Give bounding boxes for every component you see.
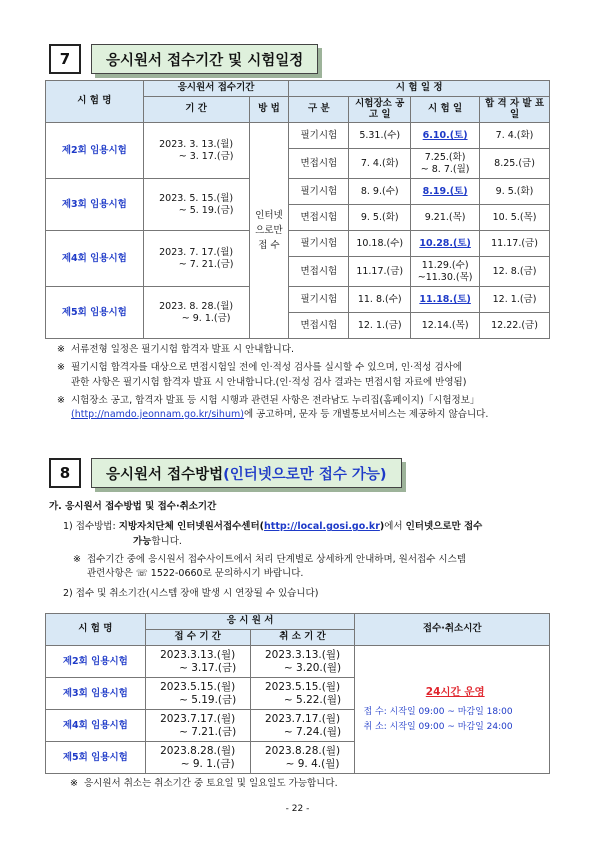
method-note-cont: 관련사항은 ☏ 1522-0660로 문의하시기 바랍니다. [87, 568, 304, 579]
place-notice: 5.31.(수) [349, 123, 411, 149]
section-7-header [49, 44, 318, 74]
pass-date: 8.25.(금) [480, 149, 550, 179]
note-3-cont: (http://namdo.jeonnam.go.kr/sihum)에 공고하며, 문자 등 개별통보서비스는 제공하지 않습니다. [71, 409, 489, 420]
header-cancel-period: 취 소 기 간 [250, 630, 355, 646]
pass-date: 7. 4.(화) [480, 123, 550, 149]
cancel-hours: 취 소: 시작일 09:00 ~ 마감일 24:00 [363, 722, 513, 733]
header-exam-name: 시 험 명 [46, 614, 146, 646]
place-notice: 11.17.(금) [349, 257, 411, 287]
note-2-cont: 관한 사항은 필기시험 합격자 발표 시 안내합니다.(인·적성 검사 결과는 면접시험 자료에 반영됨) [71, 376, 467, 388]
accept-period: 2023.7.17.(월) ~ 7.21.(금) [145, 710, 250, 742]
pass-date: 12. 8.(금) [480, 257, 550, 287]
accept-period: 2023.8.28.(월) ~ 9. 1.(금) [145, 742, 250, 774]
pass-date: 10. 5.(목) [480, 205, 550, 231]
cancel-period: 2023.3.13.(월) ~ 3.20.(월) [250, 646, 355, 678]
header-application: 응 시 원 서 [145, 614, 355, 630]
accept-hours: 접 수: 시작일 09:00 ~ 마감일 18:00 [363, 706, 513, 717]
method-line-1: 1) 접수방법: 지방자치단체 인터넷원서접수센터(http://local.gosi.go.kr)에서 인터넷으로만 접수 [63, 521, 483, 533]
section-number: 7 [49, 44, 81, 74]
pass-date: 12. 1.(금) [480, 287, 550, 313]
method-note: ※ 접수기간 중에 응시원서 접수사이트에서 처리 단계별로 상세하게 안내하며, 원서접수 시스템 [73, 553, 466, 565]
apply-period: 2023. 3. 13.(월) ~ 3. 17.(금) [143, 123, 249, 179]
schedule-table [45, 80, 550, 339]
place-notice: 10.18.(수) [349, 231, 411, 257]
final-note: ※ 응시원서 취소는 취소기간 중 토요일 및 일요일도 가능합니다. [70, 778, 338, 789]
page-number: - 22 - [285, 804, 310, 814]
exam-date: 11.29.(수) ~11.30.(목) [411, 257, 480, 287]
pass-date: 11.17.(금) [480, 231, 550, 257]
application-table [45, 613, 550, 774]
exam-name: 제5회 임용시험 [46, 742, 146, 774]
table-row [46, 231, 550, 257]
section-title: 응시원서 접수기간 및 시험일정 [91, 44, 318, 74]
cancel-period: 2023.7.17.(월) ~ 7.24.(월) [250, 710, 355, 742]
note-1: ※ 서류전형 일정은 필기시험 합격자 발표 시 안내합니다. [57, 344, 295, 355]
header-exam-name: 시 험 명 [46, 81, 144, 123]
place-notice: 7. 4.(화) [349, 149, 411, 179]
subsection-8 [49, 500, 554, 602]
section-title: 응시원서 접수방법 (인터넷으로만 접수 가능) [91, 458, 402, 488]
note-3: ※ 시험장소 공고, 합격자 발표 등 시험 시행과 관련된 사항은 전라남도 누리집(홈페이지)「시험정보」 [57, 394, 480, 406]
table-row [46, 646, 550, 678]
exam-date: 9.21.(목) [411, 205, 480, 231]
section-number: 8 [49, 458, 81, 488]
division: 면접시험 [289, 205, 349, 231]
division: 면접시험 [289, 257, 349, 287]
operating-hours-title: 24시간 운영 [425, 685, 485, 698]
header-exam-date: 시 험 일 [411, 97, 480, 123]
exam-date: 7.25.(화) ~ 8. 7.(월) [411, 149, 480, 179]
place-notice: 8. 9.(수) [349, 179, 411, 205]
division: 면접시험 [289, 149, 349, 179]
exam-date: 11.18.(토) [411, 287, 480, 313]
header-schedule: 시 험 일 정 [289, 81, 550, 97]
exam-date: 6.10.(토) [411, 123, 480, 149]
place-notice: 11. 8.(수) [349, 287, 411, 313]
division: 면접시험 [289, 313, 349, 339]
accept-period: 2023.3.13.(월) ~ 3.17.(금) [145, 646, 250, 678]
division: 필기시험 [289, 179, 349, 205]
notes-section-7 [57, 343, 552, 422]
accept-period: 2023.5.15.(월) ~ 5.19.(금) [145, 678, 250, 710]
cancel-period: 2023.5.15.(월) ~ 5.22.(월) [250, 678, 355, 710]
exam-name: 제4회 임용시험 [46, 710, 146, 742]
header-accept-period: 접 수 기 간 [145, 630, 250, 646]
apply-period: 2023. 8. 28.(월) ~ 9. 1.(금) [143, 287, 249, 339]
sihum-link[interactable]: (http://namdo.jeonnam.go.kr/sihum) [71, 409, 244, 420]
exam-date: 8.19.(토) [411, 179, 480, 205]
apply-method: 인터넷 으로만 접 수 [249, 123, 289, 339]
note-2: ※ 필기시험 합격자를 대상으로 면접시험일 전에 인·적성 검사를 실시할 수 있으며, 인·적성 검사에 [57, 362, 463, 374]
place-notice: 9. 5.(화) [349, 205, 411, 231]
period-line: 2) 접수 및 취소기간(시스템 장애 발생 시 연장될 수 있습니다) [63, 588, 319, 600]
exam-name: 제5회 임용시험 [46, 287, 144, 339]
division: 필기시험 [289, 287, 349, 313]
exam-date: 12.14.(목) [411, 313, 480, 339]
header-time: 접수·취소시간 [355, 614, 550, 646]
gosi-link[interactable]: http://local.gosi.go.kr [264, 521, 380, 533]
table-row [46, 179, 550, 205]
exam-name: 제3회 임용시험 [46, 678, 146, 710]
pass-date: 9. 5.(화) [480, 179, 550, 205]
division: 필기시험 [289, 231, 349, 257]
section-8-header [49, 458, 402, 488]
exam-date: 10.28.(토) [411, 231, 480, 257]
header-apply-period: 응시원서 접수기간 [143, 81, 289, 97]
pass-date: 12.22.(금) [480, 313, 550, 339]
cancel-period: 2023.8.28.(월) ~ 9. 4.(월) [250, 742, 355, 774]
header-place-notice: 시험장소 공 고 일 [349, 97, 411, 123]
exam-name: 제2회 임용시험 [46, 123, 144, 179]
apply-period: 2023. 7. 17.(월) ~ 7. 21.(금) [143, 231, 249, 287]
header-division: 구 분 [289, 97, 349, 123]
division: 필기시험 [289, 123, 349, 149]
exam-name: 제4회 임용시험 [46, 231, 144, 287]
place-notice: 12. 1.(금) [349, 313, 411, 339]
header-pass-date: 합 격 자 발 표 일 [480, 97, 550, 123]
apply-period: 2023. 5. 15.(월) ~ 5. 19.(금) [143, 179, 249, 231]
exam-name: 제3회 임용시험 [46, 179, 144, 231]
method-line-2: 가능합니다. [133, 535, 182, 547]
header-method: 방 법 [249, 97, 289, 123]
header-period: 기 간 [143, 97, 249, 123]
table-row [46, 287, 550, 313]
exam-name: 제2회 임용시험 [46, 646, 146, 678]
operating-hours [355, 646, 550, 774]
table-row [46, 123, 550, 149]
subsection-title: 가. 응시원서 접수방법 및 접수·취소기간 [49, 501, 217, 512]
